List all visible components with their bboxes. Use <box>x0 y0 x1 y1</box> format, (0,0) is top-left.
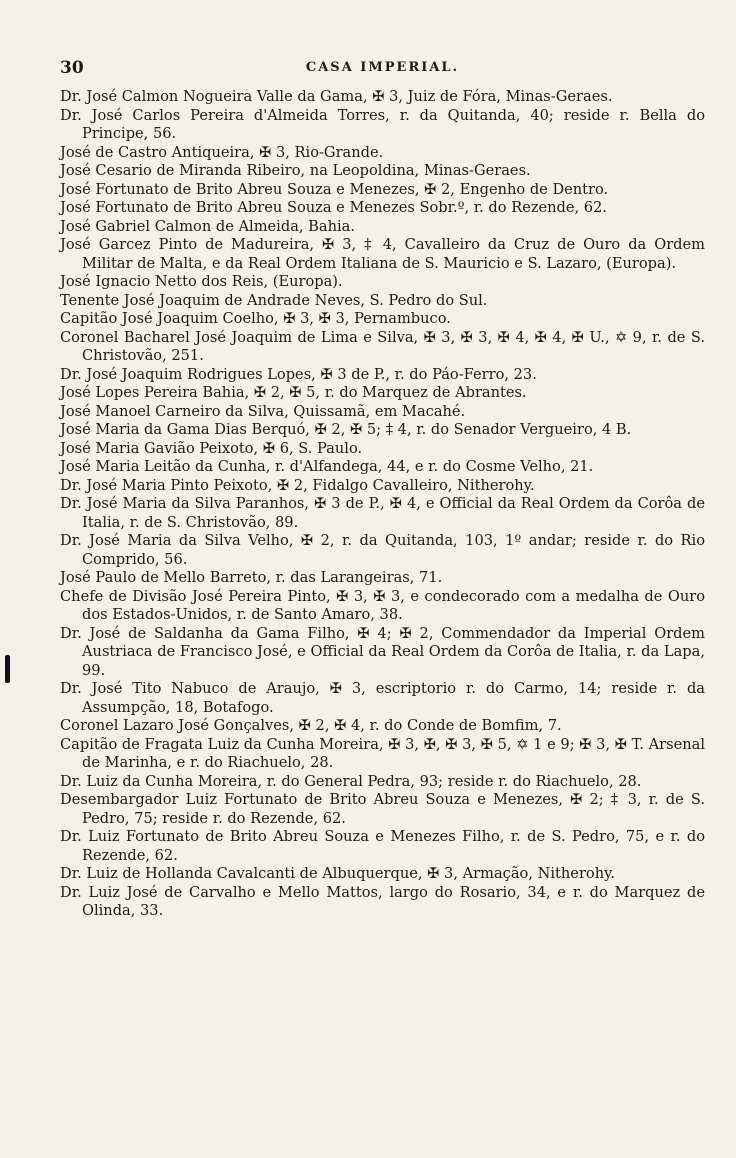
book-page <box>60 58 705 921</box>
directory-entry: José Ignacio Netto dos Reis, (Europa). <box>60 273 343 290</box>
page-number: 30 <box>60 58 84 78</box>
directory-entry: Dr. José Joaquim Rodrigues Lopes, ✠ 3 de P., r. do Páo-Ferro, 23. <box>60 365 537 383</box>
margin-ink-mark <box>5 655 10 683</box>
directory-entry: Dr. Luiz de Hollanda Cavalcanti de Albuquerque, ✠ 3, Armação, Nitherohy. <box>60 865 616 882</box>
directory-entry: Dr. José Maria da Silva Velho, ✠ 2, r. da Quitanda, 103, 1º andar; reside r. do Rio Comprido, 56. <box>60 532 705 568</box>
directory-entry: Dr. Luiz Fortunato de Brito Abreu Souza e Menezes Filho, r. de S. Pedro, 75, e r. do Rezende, 62. <box>60 828 705 864</box>
page-header <box>60 58 705 88</box>
directory-entry: José Paulo de Mello Barreto, r. das Larangeiras, 71. <box>60 569 443 586</box>
directory-entry: José Cesario de Miranda Ribeiro, na Leopoldina, Minas-Geraes. <box>60 162 531 179</box>
directory-entry: Dr. José Carlos Pereira d'Almeida Torres, r. da Quitanda, 40; reside r. Bella do Principe, 56. <box>60 106 705 142</box>
directory-entry: Chefe de Divisão José Pereira Pinto, ✠ 3, ✠ 3, e condecorado com a medalha de Ouro dos Estados-Unidos, r. de Santo Amaro, 38. <box>60 587 705 623</box>
directory-entry: Dr. Luiz da Cunha Moreira, r. do General Pedra, 93; reside r. do Riachuelo, 28. <box>60 772 642 790</box>
directory-entry: Coronel Lazaro José Gonçalves, ✠ 2, ✠ 4, r. do Conde de Bomfim, 7. <box>60 717 562 734</box>
directory-entry: Capitão de Fragata Luiz da Cunha Moreira, ✠ 3, ✠, ✠ 3, ✠ 5, ✡ 1 e 9; ✠ 3, ✠ T. Arsenal de Marinha, e r. do Riachuelo, 28. <box>60 735 705 771</box>
directory-entry: Tenente José Joaquim de Andrade Neves, S. Pedro do Sul. <box>60 291 488 309</box>
running-title: CASA IMPERIAL. <box>305 60 460 75</box>
directory-entry: José de Castro Antiqueira, ✠ 3, Rio-Grande. <box>60 143 384 161</box>
directory-entry: Dr. José Calmon Nogueira Valle da Gama, ✠ 3, Juiz de Fóra, Minas-Geraes. <box>60 88 613 105</box>
directory-entry: Coronel Bacharel José Joaquim de Lima e Silva, ✠ 3, ✠ 3, ✠ 4, ✠ 4, ✠ U., ✡ 9, r. de S. Christovão, 251. <box>60 328 705 364</box>
directory-entry: Dr. Luiz José de Carvalho e Mello Mattos, largo do Rosario, 34, e r. do Marquez de Olinda, 33. <box>60 883 705 919</box>
directory-entry: José Gabriel Calmon de Almeida, Bahia. <box>60 217 356 235</box>
directory-entry: Capitão José Joaquim Coelho, ✠ 3, ✠ 3, Pernambuco. <box>60 310 451 327</box>
directory-entry: José Manoel Carneiro da Silva, Quissamã, em Macahé. <box>60 402 466 420</box>
directory-entry: Dr. José de Saldanha da Gama Filho, ✠ 4; ✠ 2, Commendador da Imperial Ordem Austriaca de Francisco José, e Official da Real Ordem da Corôa de Italia, r. da Lapa, 99. <box>60 624 705 679</box>
directory-entry: Desembargador Luiz Fortunato de Brito Abreu Souza e Menezes, ✠ 2; ‡ 3, r. de S. Pedro, 75; reside r. do Rezende, 62. <box>60 791 705 827</box>
directory-entry: Dr. José Tito Nabuco de Araujo, ✠ 3, escriptorio r. do Carmo, 14; reside r. da Assumpção, 18, Botafogo. <box>60 680 705 716</box>
directory-entry: José Fortunato de Brito Abreu Souza e Menezes Sobr.º, r. do Rezende, 62. <box>60 199 608 216</box>
directory-entry: Dr. José Maria da Silva Paranhos, ✠ 3 de P., ✠ 4, e Official da Real Ordem da Corôa de Italia, r. de S. Christovão, 89. <box>60 495 705 531</box>
directory-entry: José Maria da Gama Dias Berquó, ✠ 2, ✠ 5; ‡ 4, r. do Senador Vergueiro, 4 B. <box>60 421 632 438</box>
directory-entry: José Garcez Pinto de Madureira, ✠ 3, ‡ 4, Cavalleiro da Cruz de Ouro da Ordem Militar de Malta, e da Real Ordem Italiana de S. Mauricio e S. Lazaro, (Europa). <box>60 236 705 272</box>
directory-entry: José Maria Leitão da Cunha, r. d'Alfandega, 44, e r. do Cosme Velho, 21. <box>60 458 594 475</box>
directory-entry: José Maria Gavião Peixoto, ✠ 6, S. Paulo. <box>60 439 363 457</box>
directory-entry: Dr. José Maria Pinto Peixoto, ✠ 2, Fidalgo Cavalleiro, Nitherohy. <box>60 476 535 494</box>
directory-entry: José Lopes Pereira Bahia, ✠ 2, ✠ 5, r. do Marquez de Abrantes. <box>60 384 527 401</box>
directory-entries <box>60 88 705 921</box>
directory-entry: José Fortunato de Brito Abreu Souza e Menezes, ✠ 2, Engenho de Dentro. <box>60 180 609 198</box>
